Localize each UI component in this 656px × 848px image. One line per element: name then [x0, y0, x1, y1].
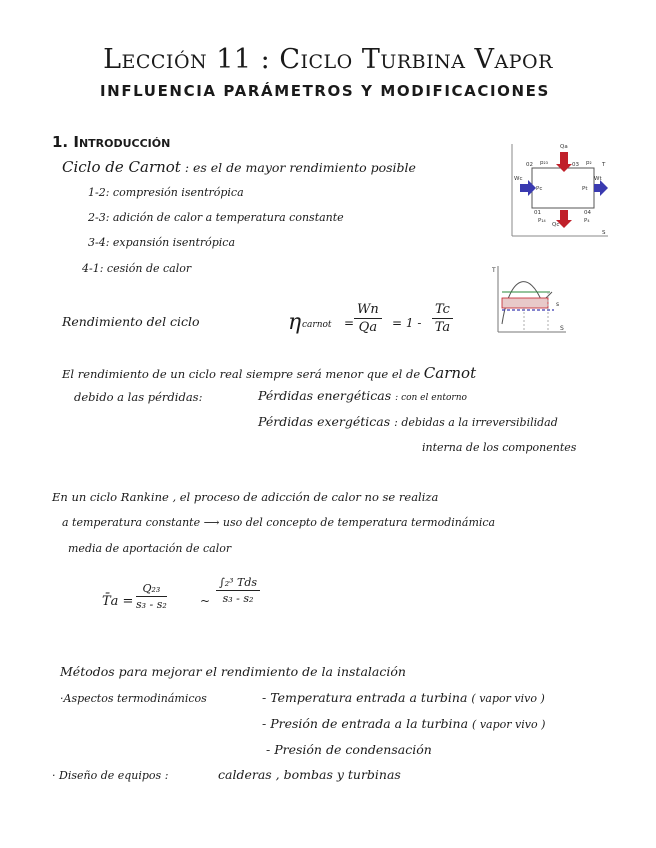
step-1-2: 1-2: compresión isentrópica [88, 186, 244, 199]
diagram1-label-qa: Qa [560, 144, 568, 150]
rankine-line-2: a temperatura constante ⟶ uso del concepto de temperatura termodinámica [62, 516, 496, 529]
ts-axis-t: T [492, 267, 496, 274]
eta-subscript: carnot [302, 320, 332, 330]
exergy-losses: Pérdidas exergéticas [258, 414, 391, 429]
diagram1-label-qc: Qc [552, 222, 560, 228]
diagram1-label-04: 04 [584, 210, 591, 216]
denominator-s3s2: s₃ - s₂ [136, 598, 167, 611]
step-2-3: 2-3: adición de calor a temperatura constante [88, 211, 344, 224]
diagram1-label-p4: P₄ [584, 218, 590, 224]
rankine-line-1: En un ciclo Rankine , el proceso de adicción de calor no se realiza [52, 490, 439, 504]
one-minus: = 1 - [392, 316, 422, 330]
losses-intro: debido a las pérdidas: [74, 390, 203, 404]
diagram1-label-03: 03 [572, 162, 579, 168]
diagram1-label-t: T [602, 162, 606, 168]
heat-region [502, 298, 548, 308]
fraction-q23 [136, 582, 167, 611]
real-cycle-text: El rendimiento de un ciclo real siempre será menor que el de [62, 367, 421, 381]
method-item-1-note: ( vapor vivo ) [471, 692, 545, 705]
carnot-line [62, 158, 416, 176]
exergy-losses-line [258, 414, 558, 429]
ta-bar: T̄a = [102, 594, 134, 609]
carnot-label: Ciclo de Carnot [62, 158, 181, 176]
diagram1-label-wt: Wt [594, 176, 602, 182]
real-cycle-line [62, 364, 476, 382]
method-item-2-note: ( vapor vivo ) [472, 718, 546, 731]
page-subtitle: INFLUENCIA PARÁMETROS Y MODIFICACIONES [100, 82, 550, 100]
eta-symbol: η [288, 310, 302, 335]
diagram1-label-01: 01 [534, 210, 541, 216]
method-item-3: - Presión de condensación [266, 742, 432, 757]
exergy-losses-note: : debidas a la irreversibilidad [394, 416, 558, 429]
thermo-aspects: ·Aspectos termodinámicos [60, 692, 207, 705]
numerator-tc: Tc [432, 302, 453, 319]
denominator-s3s2-b: s₃ - s₂ [222, 592, 254, 605]
fraction-tc-ta [432, 302, 453, 335]
carnot-word: Carnot [423, 364, 477, 382]
denominator-ta: Ta [434, 320, 451, 335]
carnot-description: : es el de mayor rendimiento posible [184, 160, 416, 175]
energy-losses: Pérdidas energéticas [258, 388, 392, 403]
step-4-1: 4-1: cesión de calor [82, 262, 192, 275]
diagram1-label-pt: Pt [582, 186, 588, 192]
fraction-wn-qa [354, 302, 382, 335]
energy-losses-note: : con el entorno [395, 393, 467, 403]
method-item-2-text: - Presión de entrada a la turbina [262, 716, 469, 731]
rankine-line-3: media de aportación de calor [68, 542, 232, 555]
equipment-design: · Diseño de equipos : [52, 769, 169, 782]
equipment-list: calderas , bombas y turbinas [218, 767, 401, 782]
energy-losses-line [258, 388, 467, 403]
fraction-integral [216, 576, 260, 605]
diagram1-label-p2: p₂ [586, 160, 592, 166]
denominator-qa: Qa [358, 320, 378, 335]
numerator-q23: Q₂₃ [136, 582, 167, 597]
equals-sign: = [344, 316, 355, 330]
diagram1-label-p14: P₁₄ [538, 218, 546, 224]
diagram1-label-wc: Wc [514, 176, 523, 182]
diagram1-label-s: S [602, 230, 606, 236]
ts-axis-s: S [560, 325, 564, 332]
method-item-1 [262, 690, 545, 705]
numerator-integral: ∫₂³ Tds [216, 576, 260, 591]
approx-sign: ~ [200, 594, 211, 608]
numerator-wn: Wn [354, 302, 382, 319]
diagram1-label-pc: Pc [536, 186, 543, 192]
section-heading-introduction: 1. Introducción [52, 133, 171, 151]
carnot-cycle-schematic [506, 140, 612, 240]
method-item-2 [262, 716, 545, 731]
ts-diagram [490, 262, 570, 336]
diagram1-label-02: 02 [526, 162, 533, 168]
ts-label-s: s [556, 301, 560, 308]
step-3-4: 3-4: expansión isentrópica [88, 236, 236, 249]
page-title: Lección 11 : Ciclo Turbina Vapor [103, 44, 553, 75]
exergy-losses-note-2: interna de los componentes [422, 441, 577, 454]
diagram1-label-p23: p₂₃ [540, 160, 548, 166]
efficiency-label: Rendimiento del ciclo [62, 314, 200, 329]
method-item-1-text: - Temperatura entrada a turbina [262, 690, 468, 705]
methods-title: Métodos para mejorar el rendimiento de la instalación [60, 664, 406, 679]
heat-in-arrow [560, 152, 568, 166]
